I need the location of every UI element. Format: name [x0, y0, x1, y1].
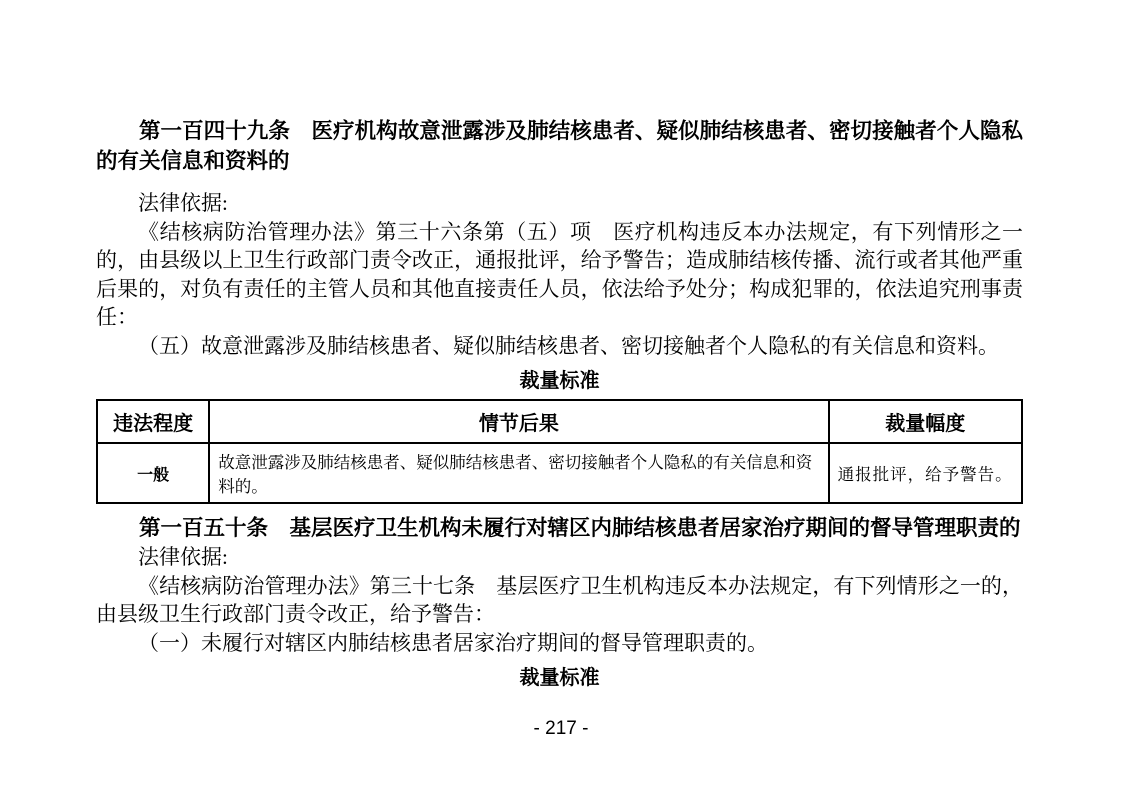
article-150-table-title: 裁量标准 — [519, 667, 600, 689]
page-number: - 217 - — [533, 718, 589, 739]
column-header-circumstance-consequence: 情节后果 — [209, 400, 828, 443]
article-149-heading: 第一百四十九条 医疗机构故意泄露涉及肺结核患者、疑似肺结核患者、密切接触者个人隐私的有关信息和资料的 — [96, 119, 1023, 173]
discretion-standard-table — [96, 399, 1023, 504]
article-150-item-text: （一）未履行对辖区内肺结核患者居家治疗期间的督导管理职责的。 — [138, 630, 768, 655]
column-header-discretion-range: 裁量幅度 — [829, 400, 1022, 443]
cell-discretion-range: 通报批评，给予警告。 — [829, 443, 1022, 503]
article-150-legal-basis-text: 《结核病防治管理办法》第三十七条 基层医疗卫生机构违反本办法规定，有下列情形之一的，由县级卫生行政部门责令改正，给予警告： — [96, 573, 1023, 626]
column-header-violation-degree: 违法程度 — [97, 400, 209, 443]
article-149-legal-basis-text: 《结核病防治管理办法》第三十六条第（五）项 医疗机构违反本办法规定，有下列情形之一的，由县级以上卫生行政部门责令改正，通报批评，给予警告；造成肺结核传播、流行或者其他严重后果的，对负有责任的主管人员和其他直接责任人员，依法给予处分；构成犯罪的，依法追究刑事责任： — [96, 219, 1023, 329]
cell-violation-degree: 一般 — [97, 443, 209, 503]
page-content — [96, 116, 1023, 696]
article-149-item-text: （五）故意泄露涉及肺结核患者、疑似肺结核患者、密切接触者个人隐私的有关信息和资料。 — [138, 333, 999, 358]
table-row — [97, 443, 1022, 503]
article-149-table-title: 裁量标准 — [519, 370, 600, 392]
table-header-row — [97, 400, 1022, 443]
article-149-legal-basis-label: 法律依据: — [138, 191, 228, 215]
article-150-heading: 第一百五十条 基层医疗卫生机构未履行对辖区内肺结核患者居家治疗期间的督导管理职责的 — [139, 516, 1021, 540]
cell-circumstance-consequence: 故意泄露涉及肺结核患者、疑似肺结核患者、密切接触者个人隐私的有关信息和资料的。 — [209, 443, 828, 503]
article-150-legal-basis-label: 法律依据: — [138, 545, 228, 569]
